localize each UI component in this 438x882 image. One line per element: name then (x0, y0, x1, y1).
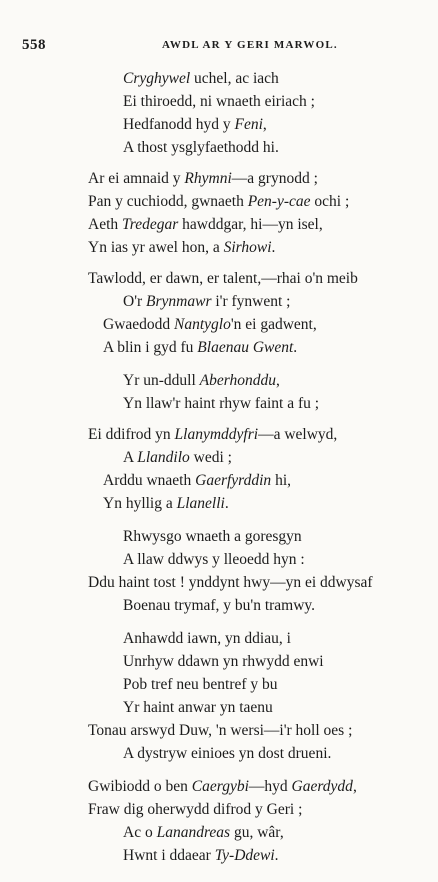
poem-line (88, 776, 357, 798)
place-name: Caergybi (191, 778, 249, 795)
verse-text: uchel, ac iach (190, 70, 279, 87)
verse-text: Unrhyw ddawn yn rhwydd enwi (123, 653, 324, 670)
poem-line (123, 697, 273, 719)
verse-text: Rhwysgo wnaeth a goresgyn (123, 528, 302, 545)
place-name: Brynmawr (146, 293, 212, 310)
poem-line (123, 370, 280, 392)
verse-text: . (274, 847, 279, 864)
verse-text: Hedfanodd hyd y (123, 116, 235, 133)
verse-text: , (276, 372, 280, 389)
poem-line (123, 68, 279, 90)
verse-text: Ei thiroedd, ni wnaeth eiriach ; (123, 93, 315, 110)
place-name: Aberhonddu (199, 372, 276, 389)
verse-text: Tonau arswyd Duw, 'n wersi—i'r holl oes ; (88, 722, 353, 739)
poem-line (123, 137, 279, 159)
verse-text: —a welwyd, (258, 426, 338, 443)
poem-line (123, 526, 302, 548)
verse-text: Yn llaw'r haint rhyw faint a fu ; (123, 395, 320, 412)
verse-text: . (293, 339, 298, 356)
place-name: Sirhowi (223, 239, 272, 256)
verse-text: gu, wâr, (230, 824, 284, 841)
place-name: Cryghywel (123, 70, 191, 87)
poem-line (88, 572, 373, 594)
verse-text: wedi ; (189, 449, 232, 466)
verse-text: hi, (271, 472, 291, 489)
verse-text: Ac o (123, 824, 157, 841)
verse-text: Anhawdd iawn, yn ddiau, i (123, 630, 291, 647)
verse-text: 'n ei gadwent, (230, 316, 317, 333)
place-name: Llandilo (137, 449, 190, 466)
poem-line (88, 237, 275, 259)
verse-text: O'r (123, 293, 147, 310)
poem-line (88, 799, 302, 821)
place-name: Lanandreas (156, 824, 231, 841)
poem-line (103, 493, 229, 515)
verse-text: A llaw ddwys y lleoedd hyn : (123, 551, 305, 568)
place-name: Llanymddyfri (174, 426, 259, 443)
verse-text: Gwibiodd o ben (88, 778, 192, 795)
poem-line (123, 447, 232, 469)
poem-line (123, 822, 284, 844)
poem-line (103, 470, 291, 492)
verse-text: A blin i gyd fu (103, 339, 198, 356)
poem-line (88, 214, 323, 236)
verse-text: i'r fynwent ; (211, 293, 291, 310)
poem-line (123, 114, 267, 136)
verse-text: —a grynodd ; (231, 170, 318, 187)
place-name: Blaenau Gwent (197, 339, 294, 356)
poem-line (123, 549, 305, 571)
poem-line (88, 720, 352, 742)
poem-line (88, 168, 318, 190)
place-name: Llanelli (176, 495, 225, 512)
place-name: Feni (234, 116, 263, 133)
place-name: Ty-Ddewi (214, 847, 275, 864)
page-number: 558 (22, 37, 46, 53)
verse-text: A dystryw einioes yn dost drueni. (123, 745, 332, 762)
place-name: Rhymni (184, 170, 232, 187)
verse-text: . (271, 239, 276, 256)
place-name: Pen-y-cae (247, 193, 311, 210)
verse-text: Yn hyllig a (103, 495, 177, 512)
poem-line (88, 424, 337, 446)
verse-text: Aeth (88, 216, 123, 233)
place-name: Nantyglo (174, 316, 231, 333)
verse-text: . (224, 495, 229, 512)
verse-text: A thost ysglyfaethodd hi. (123, 139, 279, 156)
poem-line (123, 291, 290, 313)
verse-text: Pan y cuchiodd, gwnaeth (88, 193, 248, 210)
verse-text: hawddgar, hi—yn isel, (178, 216, 323, 233)
verse-text: , (262, 116, 267, 133)
verse-text: Yr haint anwar yn taenu (123, 699, 273, 716)
poem-line (123, 393, 319, 415)
verse-text: Pob tref neu bentref y bu (123, 676, 278, 693)
verse-text: Ar ei amnaid y (88, 170, 185, 187)
page-header (22, 37, 416, 57)
place-name: Tredegar (122, 216, 179, 233)
verse-text: Yr un-ddull (123, 372, 200, 389)
poem-line (103, 337, 297, 359)
verse-text: Boenau trymaf, y bu'n tramwy. (123, 597, 316, 614)
poem-line (88, 191, 349, 213)
verse-text: Ddu haint tost ! ynddynt hwy—yn ei ddwysaf (88, 574, 373, 591)
verse-text: Ei ddifrod yn (88, 426, 175, 443)
poem-line (123, 91, 315, 113)
verse-text: Tawlodd, er dawn, er talent,—rhai o'n meib (88, 270, 358, 287)
verse-text: Hwnt i ddaear (123, 847, 215, 864)
poem-line (88, 268, 358, 290)
verse-text: , (352, 778, 357, 795)
running-title: AWDL AR Y GERI MARWOL. (162, 39, 338, 51)
poem-line (123, 628, 291, 650)
poem-line (123, 651, 324, 673)
verse-text: Gwaedodd (103, 316, 175, 333)
verse-text: Yn ias yr awel hon, a (88, 239, 224, 256)
poem-line (123, 743, 331, 765)
poem-line (123, 595, 315, 617)
place-name: Gaerdydd (291, 778, 353, 795)
verse-text: A (123, 449, 138, 466)
verse-text: ochi ; (310, 193, 350, 210)
poem-line (123, 845, 279, 867)
verse-text: —hyd (248, 778, 292, 795)
verse-text: Arddu wnaeth (103, 472, 196, 489)
poem-line (103, 314, 317, 336)
poem-line (123, 674, 278, 696)
place-name: Gaerfyrddin (195, 472, 272, 489)
verse-text: Fraw dig oherwydd difrod y Geri ; (88, 801, 303, 818)
